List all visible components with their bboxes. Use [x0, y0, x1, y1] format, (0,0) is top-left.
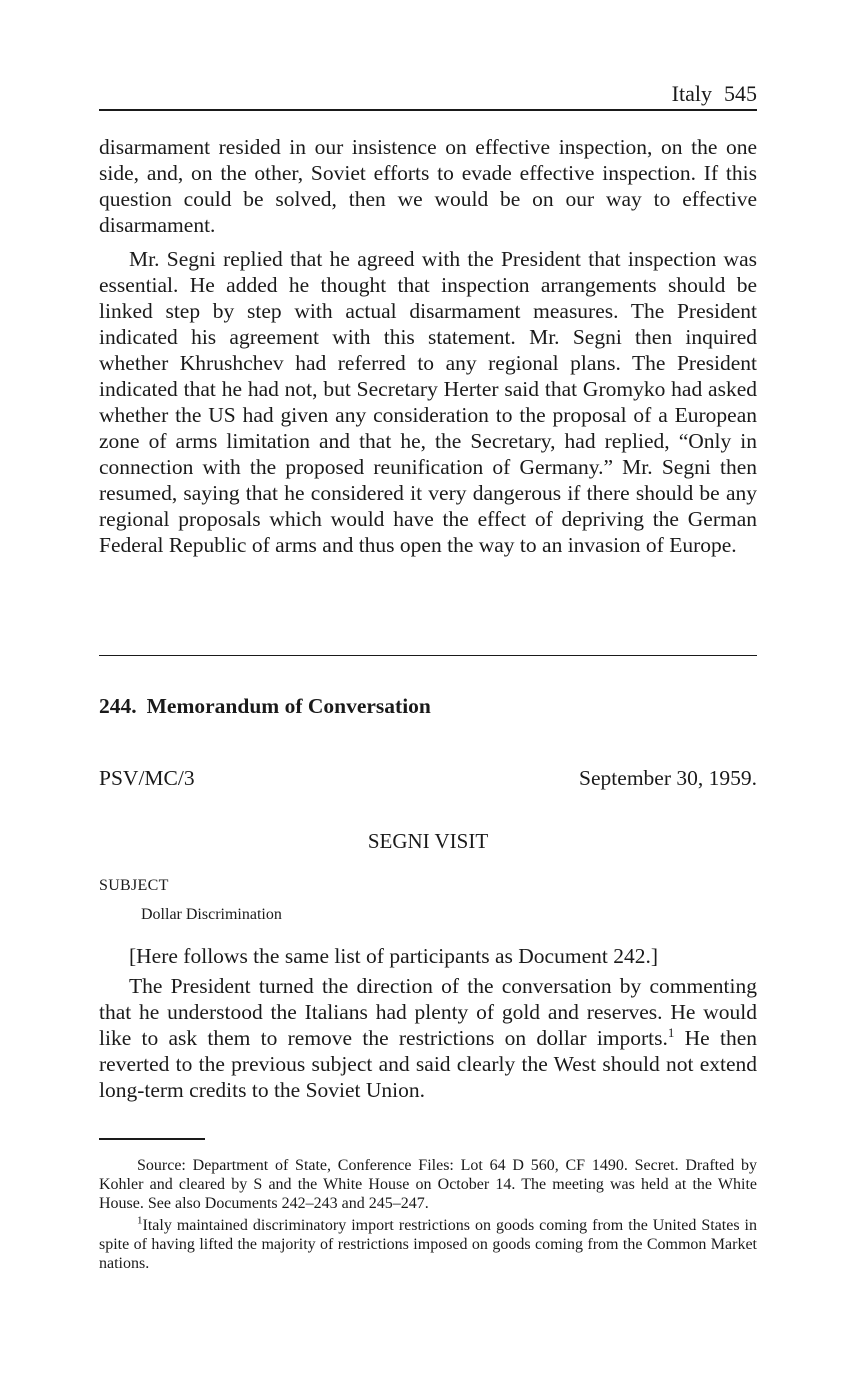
document-number: 244. — [99, 694, 137, 718]
running-head — [672, 80, 757, 108]
memorandum-body — [99, 943, 757, 1103]
header-rule — [99, 109, 757, 111]
source-note: Source: Department of State, Conference Files: Lot 64 D 560, CF 1490. Secret. Drafted by Kohler and cleared by S and the White House on October 14. The meeting was held at the White House. See also Documents 242–243 and 245–247. — [99, 1157, 757, 1212]
document-title: Memorandum of Conversation — [146, 694, 431, 718]
footnote-1 — [99, 1216, 757, 1273]
continued-paragraph: disarmament resided in our insistence on effective inspection, on the one side, and, on the other, Soviet efforts to evade effective inspection. If this question could be solved, then we would be on our way to effective disarmament. — [99, 135, 757, 237]
subject-value: Dollar Discrimination — [141, 906, 282, 923]
footnotes — [99, 1156, 757, 1273]
running-head-section: Italy — [671, 81, 712, 106]
footnote-1-text: Italy maintained discriminatory import restrictions on goods coming from the United States in spite of having lifted the majority of restrictions imposed on goods coming from the Common Market nations. — [99, 1217, 757, 1272]
page-number: 545 — [724, 81, 757, 106]
president-paragraph — [99, 973, 757, 1103]
continued-text — [99, 134, 757, 558]
document-heading — [99, 692, 431, 720]
footnote-reference[interactable]: 1 — [667, 1024, 675, 1040]
president-paragraph-text: The President turned the direction of the conversation by commenting that he understood the Italians had plenty of gold and reserves. He would like to ask them to remove the restrictions on dollar imports. — [99, 974, 757, 1050]
visit-title: SEGNI VISIT — [367, 829, 489, 853]
subject-label: SUBJECT — [99, 877, 169, 894]
segni-reply-paragraph: Mr. Segni replied that he agreed with the President that inspection was essential. He added he thought that inspection arrangements should be linked step by step with actual disarmament measures. The President indicated his agreement with this statement. Mr. Segni then inquired whether Khrushchev had referred to any regional plans. The President indicated that he had not, but Secretary Herter said that Gromyko had asked whether the US had given any consideration to the proposal of a European zone of arms limitation and that he, the Secretary, had replied, “Only in connection with the proposed reunification of Germany.” Mr. Segni then resumed, saying that he considered it very dangerous if there should be any regional proposals which would have the effect of depriving the German Federal Republic of arms and thus open the way to an invasion of Europe. — [99, 247, 757, 557]
footnote-1-mark: 1 — [137, 1214, 143, 1227]
document-reference: PSV/MC/3 — [99, 766, 195, 790]
footnote-rule — [99, 1138, 205, 1140]
president-paragraph-tail: He then reverted to the previous subject and said clearly the West should not extend long-term credits to the Soviet Union. — [99, 1026, 757, 1102]
participants-note: [Here follows the same list of participants as Document 242.] — [129, 944, 658, 968]
document-date: September 30, 1959. — [579, 766, 757, 790]
section-divider — [99, 655, 757, 656]
